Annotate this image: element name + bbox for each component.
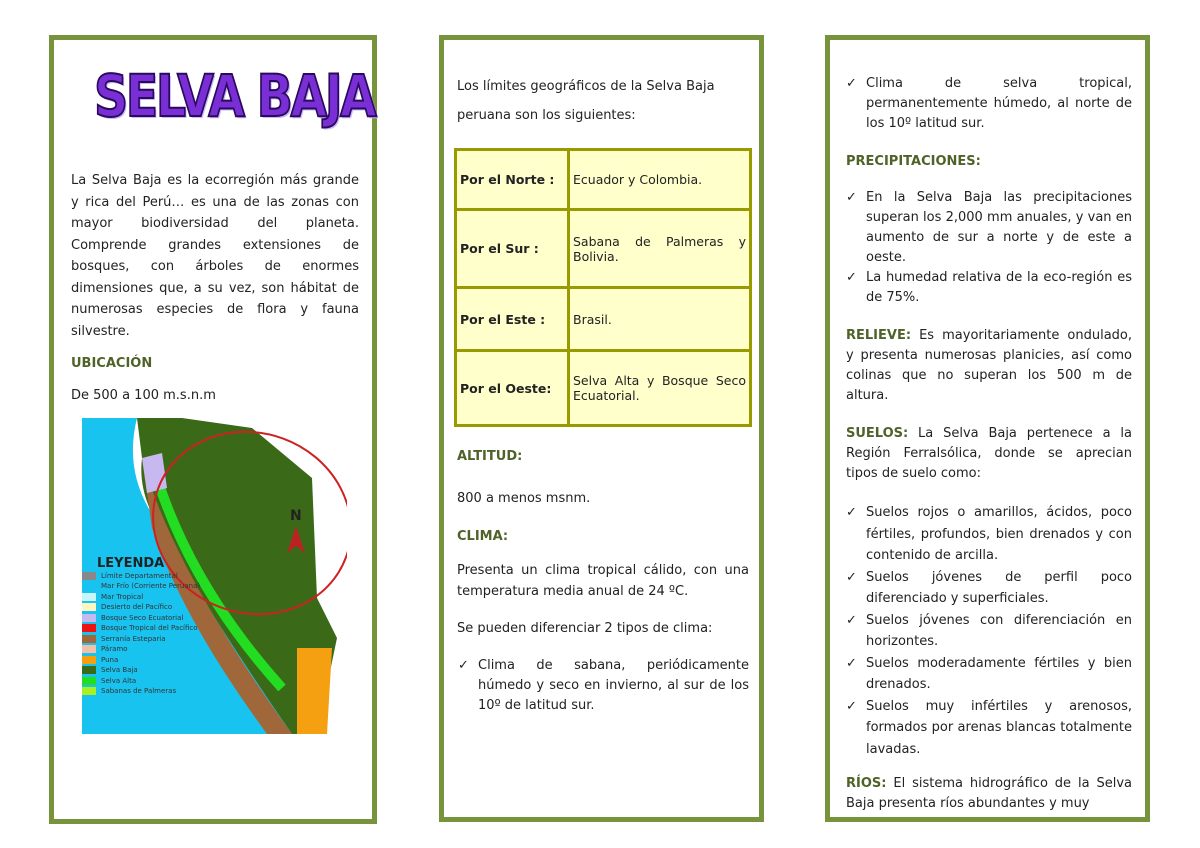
legend-swatch [82, 582, 96, 590]
limits-table [454, 148, 752, 427]
legend-item: Páramo [82, 644, 200, 655]
legend-swatch [82, 666, 96, 674]
legend-item: Bosque Tropical del Pacífico [82, 623, 200, 634]
clima-types: Se pueden diferenciar 2 tipos de clima: [457, 620, 713, 636]
limit-value: Ecuador y Colombia. [570, 151, 749, 208]
legend-swatch [82, 635, 96, 643]
suelos-item: ✓ Suelos jóvenes con diferenciación en horizontes. [840, 610, 1132, 653]
map-legend [82, 571, 200, 697]
clima-heading: CLIMA: [457, 528, 509, 544]
relieve-paragraph: RELIEVE: Es mayoritariamente ondulado, y presenta numerosas planicies, así como colinas que no superan los 500 m de altura. [846, 328, 1132, 403]
legend-swatch [82, 572, 96, 580]
legend-item: Límite Departamental [82, 571, 200, 582]
legend-swatch [82, 614, 96, 622]
legend-swatch [82, 593, 96, 601]
intro-text: La Selva Baja es la ecorregión más grande y rica del Perú… es una de las zonas con mayor biodiversidad del planeta. Comprende grandes extensiones de bosques, con árboles de enormes dimensiones que, a su vez, son hábitat de numerosas especies de flora y fauna silvestre. [71, 173, 359, 339]
legend-swatch [82, 645, 96, 653]
legend-item: Desierto del Pacífico [82, 602, 200, 613]
legend-item: Selva Alta [82, 676, 200, 687]
legend-item: Mar Frío (Corriente Peruana) [82, 581, 200, 592]
altitud-heading: ALTITUD: [457, 449, 523, 464]
right-panel [825, 35, 1150, 822]
precip-heading: PRECIPITACIONES: [846, 154, 981, 169]
peru-map [82, 418, 347, 734]
clima-item: ✓ Clima de selva tropical, permanentemente húmedo, al norte de los 10º latitud sur. [840, 74, 1132, 134]
precip-item: ✓ En la Selva Baja las precipitaciones superan los 2,000 mm anuales, y van en aumento de sur a norte y de este a oeste. [840, 188, 1132, 268]
altitud-text: 800 a menos msnm. [457, 491, 591, 506]
left-panel [49, 35, 377, 824]
legend-swatch [82, 624, 96, 632]
legend-swatch [82, 687, 96, 695]
legend-swatch [82, 603, 96, 611]
legend-item: Serranía Esteparia [82, 634, 200, 645]
suelos-item: ✓ Suelos moderadamente fértiles y bien drenados. [840, 653, 1132, 696]
precip-item: ✓ La humedad relativa de la eco-región es de 75%. [840, 268, 1132, 308]
legend-item: Bosque Seco Ecuatorial [82, 613, 200, 624]
limits-row [457, 211, 749, 286]
limit-value: Sabana de Palmeras y Bolivia. [570, 211, 749, 286]
limit-direction: Por el Sur : [457, 211, 567, 286]
limits-intro: Los límites geográficos de la Selva Baja peruana son los siguientes: [457, 79, 715, 123]
limit-value: Brasil. [570, 289, 749, 349]
north-label: N [290, 507, 302, 524]
legend-item: Selva Baja [82, 665, 200, 676]
ubicacion-heading: UBICACIÓN [71, 356, 153, 371]
title: SELVA BAJA [94, 62, 375, 130]
rios-paragraph: RÍOS: El sistema hidrográfico de la Selva Baja presenta ríos abundantes y muy [846, 776, 1132, 811]
legend-item: Mar Tropical [82, 592, 200, 603]
legend-title: LEYENDA [97, 555, 165, 571]
limit-direction: Por el Este : [457, 289, 567, 349]
clima-text: Presenta un clima tropical cálido, con una temperatura media anual de 24 ºC. [457, 562, 749, 599]
legend-item: Sabanas de Palmeras [82, 686, 200, 697]
limit-direction: Por el Oeste: [457, 352, 567, 424]
clima-item: ✓ Clima de sabana, periódicamente húmedo y seco en invierno, al sur de los 10º de latitud sur. [452, 656, 749, 716]
suelos-paragraph: SUELOS: La Selva Baja pertenece a la Región Ferralsólica, donde se aprecian tipos de suelo como: [846, 426, 1132, 481]
limits-row [457, 289, 749, 349]
limits-row [457, 352, 749, 424]
suelos-item: ✓ Suelos muy infértiles y arenosos, formados por arenas blancas totalmente lavadas. [840, 696, 1132, 761]
legend-swatch [82, 656, 96, 664]
ubicacion-text: De 500 a 100 m.s.n.m [71, 388, 216, 403]
limit-direction: Por el Norte : [457, 151, 567, 208]
suelos-item: ✓ Suelos rojos o amarillos, ácidos, poco fértiles, profundos, bien drenados y con contenido de arcilla. [840, 502, 1132, 567]
middle-panel [439, 35, 764, 822]
limits-row [457, 151, 749, 208]
legend-swatch [82, 677, 96, 685]
suelos-item: ✓ Suelos jóvenes de perfil poco diferenciado y superficiales. [840, 567, 1132, 610]
legend-item: Puna [82, 655, 200, 666]
limit-value: Selva Alta y Bosque Seco Ecuatorial. [570, 352, 749, 424]
